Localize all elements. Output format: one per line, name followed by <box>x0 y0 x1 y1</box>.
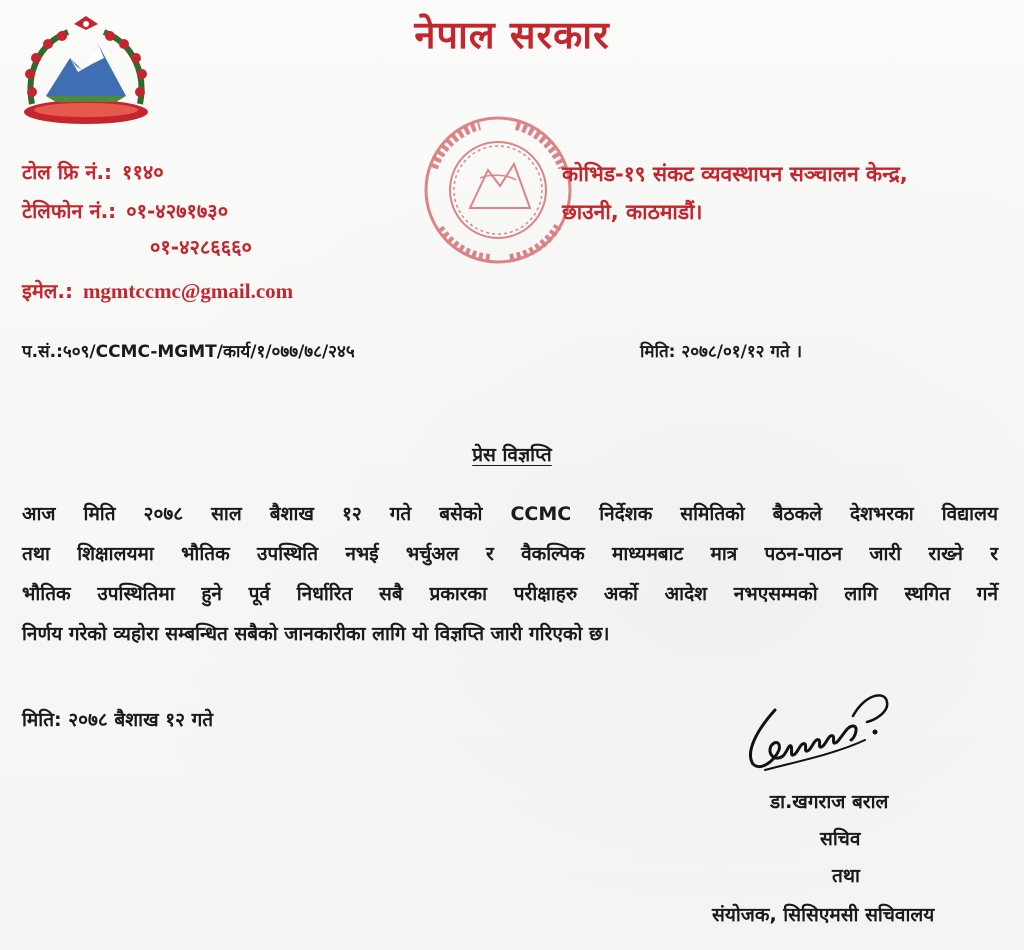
toll-free-value: ११४० <box>122 160 164 184</box>
signatory-title-coordinator: संयोजक, सिसिएमसी सचिवालय <box>712 904 935 926</box>
press-release-heading-text: प्रेस विज्ञप्ति <box>472 444 552 466</box>
telephone-number <box>22 197 228 224</box>
signatory-title-conjunction: तथा <box>832 865 860 887</box>
toll-free-number <box>22 158 164 185</box>
reference-number: प.सं.:५०९/CCMC-MGMT/कार्य/१/०७७/७८/२४५ <box>22 342 355 362</box>
government-title: नेपाल सरकार <box>414 13 610 57</box>
press-release-heading <box>0 441 1024 467</box>
office-name-line-2: छाउनी, काठमाडौं। <box>562 200 703 224</box>
telephone-label: टेलिफोन नं.: <box>22 199 117 223</box>
toll-free-label: टोल फ्रि नं.: <box>22 160 113 184</box>
office-name <box>562 155 908 231</box>
email-value: mgmtccmc@gmail.com <box>82 279 294 303</box>
handwritten-signature-icon <box>735 680 905 780</box>
body-line: भौतिक उपस्थितिमा हुने पूर्व निर्धारित सबै प्रकारका परीक्षाहरु अर्को आदेश नभएसम्मको लागि स्थगित गर्ने <box>22 583 998 605</box>
email-label: इमेल.: <box>22 279 73 303</box>
release-date: मिति: २०७८ बैशाख १२ गते <box>22 709 214 731</box>
email-contact <box>22 277 293 304</box>
signatory-title-secretary: सचिव <box>820 828 861 850</box>
telephone-value-2: ०१-४२८६६६० <box>150 235 252 259</box>
ccmc-office-seal-icon <box>410 108 585 273</box>
telephone-value-1: ०१-४२७१७३० <box>126 199 229 223</box>
office-name-line-1: कोभिड-१९ संकट व्यवस्थापन सञ्चालन केन्द्र, <box>562 162 908 186</box>
body-line: आज मिति २०७८ साल बैशाख १२ गते बसेको CCMC निर्देशक समितिको बैठकले देशभरका विद्यालय <box>22 503 998 525</box>
press-release-body <box>22 494 998 654</box>
body-line: निर्णय गरेको व्यहोरा सम्बन्धित सबैको जानकारीका लागि यो विज्ञप्ति जारी गरिएको छ। <box>22 623 610 645</box>
body-line: तथा शिक्षालयमा भौतिक उपस्थिति नभई भर्चुअल र वैकल्पिक माध्यमबाट मात्र पठन-पाठन जारी राख्ने र <box>22 543 998 565</box>
letter-date: मिति: २०७८/०१/१२ गते । <box>640 342 803 362</box>
signatory-name: डा.खगराज बराल <box>770 791 889 813</box>
